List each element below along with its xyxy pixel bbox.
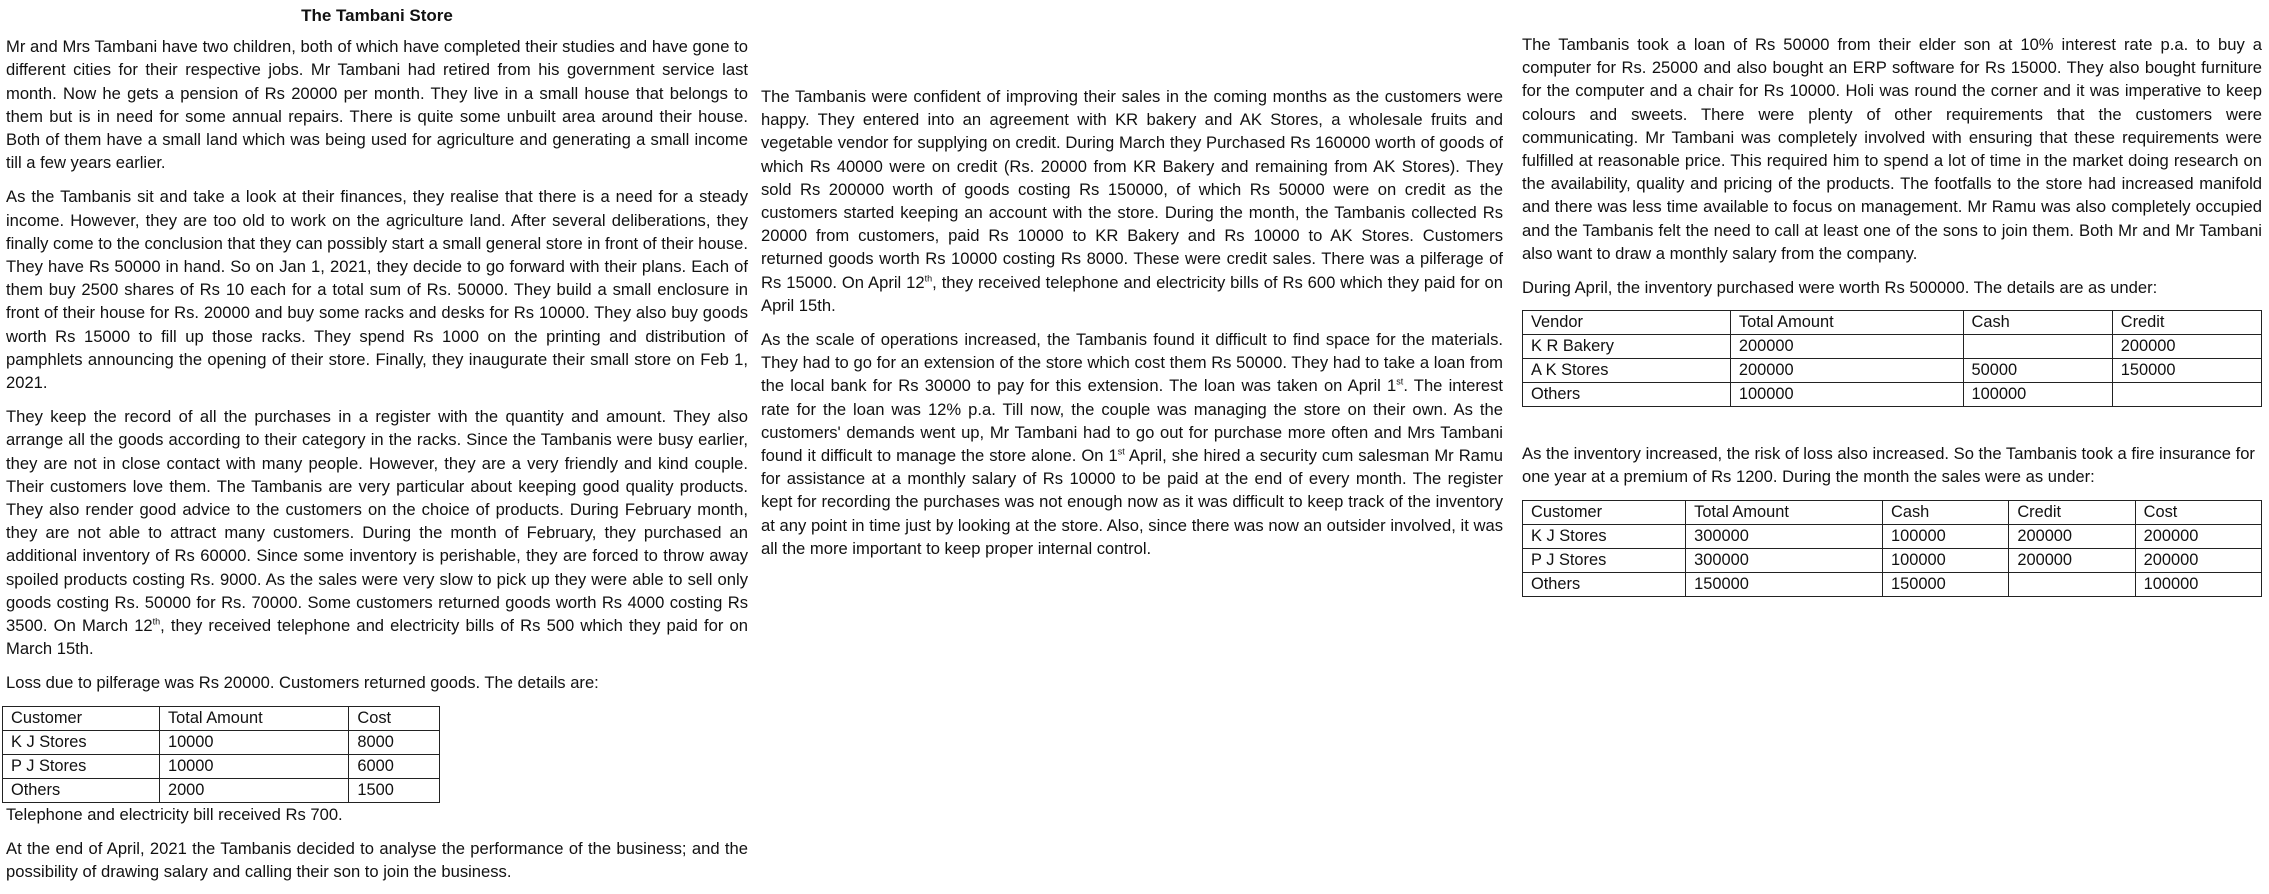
paragraph-conclusion: At the end of April, 2021 the Tambanis decided to analyse the performance of the business; and the possibility of drawing salary and calling their son to join the business.: [6, 838, 748, 882]
sales-table: [1522, 500, 2262, 597]
table-cell: 150000: [1883, 572, 2009, 596]
table-cell: 10000: [159, 730, 348, 754]
table-row: [1523, 335, 2262, 359]
table-header-cell: Total Amount: [1730, 311, 1963, 335]
table-cell: [2009, 572, 2135, 596]
table-cell: 200000: [2112, 335, 2261, 359]
text-segment: , they received telephone and electricity bills of Rs 500 which they paid for on March 15th.: [6, 616, 748, 659]
table-row: [1523, 572, 2262, 596]
table-header-cell: Vendor: [1523, 311, 1731, 335]
table-header-cell: Credit: [2112, 311, 2261, 335]
table-header-cell: Cost: [349, 706, 440, 730]
table-row: [1523, 548, 2262, 572]
table-row: [1523, 524, 2262, 548]
table-cell: 1500: [349, 778, 440, 802]
table-header-row: [3, 706, 440, 730]
text-segment: The Tambanis were confident of improving their sales in the coming months as the customers were happy. They entered into an agreement with KR bakery and AK Stores, a wholesale fruits and vegetable vendor for supplying on credit. During March they Purchased Rs 160000 worth of goods of which Rs 40000 were on credit (Rs. 20000 from KR Bakery and remaining from AK Stores). They sold Rs 200000 worth of goods costing Rs 150000, of which Rs 50000 were on credit as the customers started keeping an account with the store. During the month, the Tambanis collected Rs 20000 from customers, paid Rs 10000 to KR Bakery and Rs 10000 to AK Stores. Customers returned goods worth Rs 10000 costing Rs 8000. These were credit sales. There was a pilferage of Rs 15000. On April 12: [761, 87, 1503, 292]
table-row: [3, 730, 440, 754]
table-header-cell: Customer: [3, 706, 160, 730]
table-row: [1523, 383, 2262, 407]
superscript: th: [152, 616, 161, 627]
table-cell: 100000: [1883, 548, 2009, 572]
table-header-cell: Total Amount: [1686, 500, 1883, 524]
paragraph-inventory: During April, the inventory purchased were worth Rs 500000. The details are as under:: [1522, 278, 2158, 298]
text-segment: April, she hired a security cum salesman Mr Ramu for assistance at a monthly salary of Rs 10000 to be paid at the end of every month. The register kept for recording the purchases was not enough now as it was difficult to keep track of the inventory at any point in time just by looking at the store. Also, since there was now an outsider involved, it was all the more important to keep proper internal control.: [761, 446, 1503, 558]
table-cell: Others: [1523, 383, 1731, 407]
column-right: [1522, 33, 2262, 597]
superscript: st: [1117, 446, 1125, 457]
text-segment: As the scale of operations increased, the Tambanis found it difficult to find space for the materials. They had to go for an extension of the store which cost them Rs 50000. They had to take a loan from the local bank for Rs 30000 to pay for this extension. The loan was taken on April 1: [761, 330, 1503, 396]
table-header-cell: Cash: [1963, 311, 2112, 335]
paragraph-family-intro: Mr and Mrs Tambani have two children, both of which have completed their studies and have gone to different cities for their respective jobs. Mr Tambani had retired from his government service last month. Now he gets a pension of Rs 20000 per month. They live in a small house that belongs to them but is in need for some annual repairs. There is quite some unbuilt area around their house. Both of them have a small land which was being used for agriculture and generating a small income till a few years earlier.: [6, 37, 748, 173]
table-cell: 100000: [1883, 524, 2009, 548]
paragraph-loan: The Tambanis took a loan of Rs 50000 from their elder son at 10% interest rate p.a. to buy a computer for Rs. 25000 and also bought an ERP software for Rs 15000. They also bought furniture for the computer and a chair for Rs 10000. Holi was round the corner and it was imperative to keep colours and sweets. There were plenty of other requirements that the customers were communicating. Mr Tambani was completely involved with ensuring that these requirements were fulfilled at reasonable price. This required him to spend a lot of time in the market doing research on the availability, quality and pricing of the products. The footfalls to the store had increased manifold and there was less time available to focus on management. Mr Ramu was also completely occupied and the Tambanis felt the need to call at least one of the sons to join them. Both Mr and Mr Tambani also want to draw a monthly salary from the company.: [1522, 35, 2262, 263]
table-cell: P J Stores: [3, 754, 160, 778]
paragraph-pilferage: Loss due to pilferage was Rs 20000. Customers returned goods. The details are:: [6, 673, 599, 693]
table-header-cell: Credit: [2009, 500, 2135, 524]
table-cell: 200000: [2135, 524, 2261, 548]
paragraph-finances: As the Tambanis sit and take a look at their finances, they realise that there is a need for a steady income. However, they are too old to work on the agriculture land. After several deliberations, they finally come to the conclusion that they can possibly start a small general store in front of their house. They have Rs 50000 in hand. So on Jan 1, 2021, they decide to go forward with their plans. Each of them buy 2500 shares of Rs 10 each for a total sum of Rs. 50000. They build a small enclosure in front of their house for Rs. 20000 and buy some racks and desks for Rs 10000. They also buy goods worth Rs 15000 to fill up those racks. They spend Rs 1000 on the printing and distribution of pamphlets announcing the opening of their store. Finally, they inaugurate their small store on Feb 1, 2021.: [6, 187, 748, 393]
text-segment: They keep the record of all the purchases in a register with the quantity and amount. They also arrange all the goods according to their category in the racks. Since the Tambanis were busy earlier, they are not in close contact with many people. However, they are a very friendly and kind couple. Their customers love them. The Tambanis are very particular about keeping good quality products. They also render good advice to the customers on the choice of products. During February month, they are not able to attract many customers. During the month of February, they purchased an additional inventory of Rs 60000. Since some inventory is perishable, they are forced to throw away spoiled products costing Rs. 9000. As the sales were very slow to pick up they were able to sell only goods costing Rs. 50000 for Rs. 70000. Some customers returned goods worth Rs 4000 costing Rs 3500. On March 12: [6, 407, 748, 636]
text-segment: , they received telephone and electricity bills of Rs 600 which they paid for on April 15th.: [761, 272, 1503, 315]
table-cell: 200000: [2135, 548, 2261, 572]
table-header-cell: Cash: [1883, 500, 2009, 524]
table-cell: 10000: [159, 754, 348, 778]
table-cell: [1963, 335, 2112, 359]
paragraph-bill: Telephone and electricity bill received Rs 700.: [6, 804, 343, 824]
table-cell: 6000: [349, 754, 440, 778]
returns-table: [2, 706, 440, 803]
table-cell: 2000: [159, 778, 348, 802]
table-cell: 300000: [1686, 524, 1883, 548]
paragraph-insurance: As the inventory increased, the risk of loss also increased. So the Tambanis took a fire insurance for one year at a premium of Rs 1200. During the month the sales were as under:: [1522, 444, 2255, 487]
table-row: [3, 754, 440, 778]
table-cell: 300000: [1686, 548, 1883, 572]
table-header-row: [1523, 311, 2262, 335]
table-cell: K J Stores: [1523, 524, 1686, 548]
column-middle: [761, 85, 1503, 571]
table-cell: Others: [3, 778, 160, 802]
table-cell: 8000: [349, 730, 440, 754]
purchases-table: [1522, 310, 2262, 407]
table-cell: 50000: [1963, 359, 2112, 383]
table-cell: 150000: [1686, 572, 1883, 596]
document-title: The Tambani Store: [301, 6, 453, 25]
table-cell: Others: [1523, 572, 1686, 596]
superscript: th: [924, 273, 933, 284]
table-header-row: [1523, 500, 2262, 524]
table-header-cell: Customer: [1523, 500, 1686, 524]
paragraph-march: [761, 85, 1503, 317]
table-cell: 200000: [2009, 524, 2135, 548]
table-row: [3, 778, 440, 802]
table-row: [1523, 359, 2262, 383]
table-cell: P J Stores: [1523, 548, 1686, 572]
table-cell: K J Stores: [3, 730, 160, 754]
column-left: [6, 0, 748, 894]
table-cell: 100000: [1730, 383, 1963, 407]
paragraph-february: [6, 405, 748, 660]
table-cell: 200000: [1730, 335, 1963, 359]
text-segment: . The interest rate for the loan was 12% p.a. Till now, the couple was managing the store on their own. As the customers' demands went up, Mr Tambani had to go out for purchase more often and Mrs Tambani found it difficult to manage the store alone. On 1: [761, 376, 1504, 466]
table-cell: 200000: [1730, 359, 1963, 383]
table-header-cell: Cost: [2135, 500, 2261, 524]
paragraph-expansion: [761, 328, 1503, 560]
table-cell: 200000: [2009, 548, 2135, 572]
table-cell: 100000: [1963, 383, 2112, 407]
superscript: st: [1396, 376, 1404, 387]
table-cell: [2112, 383, 2261, 407]
table-cell: 150000: [2112, 359, 2261, 383]
table-cell: A K Stores: [1523, 359, 1731, 383]
table-cell: 100000: [2135, 572, 2261, 596]
table-header-cell: Total Amount: [159, 706, 348, 730]
table-cell: K R Bakery: [1523, 335, 1731, 359]
